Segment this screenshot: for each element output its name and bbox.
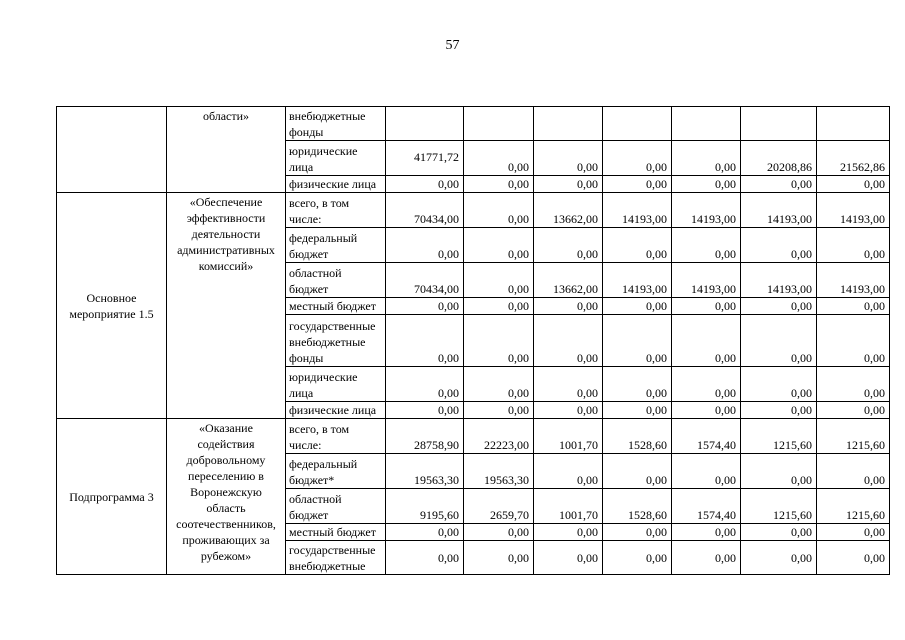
amount-cell: 14193,00 [817,193,890,228]
amount-cell: 0,00 [672,541,741,575]
funding-source-cell: государственные внебюджетные [286,541,386,575]
amount-cell: 1215,60 [741,419,817,454]
table-row [57,107,890,141]
amount-cell: 70434,00 [386,193,464,228]
funding-source-cell: всего, в том числе: [286,419,386,454]
budget-table [56,106,890,575]
amount-cell: 0,00 [741,454,817,489]
amount-cell: 0,00 [672,298,741,315]
amount-cell: 0,00 [603,541,672,575]
amount-cell: 0,00 [534,367,603,402]
amount-cell: 0,00 [741,298,817,315]
amount-cell [603,107,672,141]
amount-cell [672,107,741,141]
amount-cell: 1215,60 [817,489,890,524]
page-number: 57 [445,38,460,53]
funding-source-cell: физические лица [286,402,386,419]
amount-cell: 0,00 [817,541,890,575]
amount-cell: 1001,70 [534,489,603,524]
amount-cell: 0,00 [534,298,603,315]
amount-cell: 0,00 [741,315,817,367]
amount-cell: 19563,30 [464,454,534,489]
amount-cell: 0,00 [741,524,817,541]
funding-source-cell: областной бюджет [286,263,386,298]
amount-cell: 14193,00 [817,263,890,298]
amount-cell: 14193,00 [741,193,817,228]
amount-cell: 9195,60 [386,489,464,524]
amount-cell: 0,00 [386,524,464,541]
amount-cell: 0,00 [741,228,817,263]
amount-cell: 0,00 [741,402,817,419]
amount-cell: 0,00 [534,524,603,541]
activity-name-cell: «Оказание содействия добровольному переселению в Воронежскую область соотечественников, проживающих за рубежом» [167,419,286,575]
amount-cell: 0,00 [817,228,890,263]
amount-cell: 0,00 [464,298,534,315]
funding-source-cell: юридические лица [286,141,386,176]
program-name-cell: Основное мероприятие 1.5 [57,193,167,419]
amount-cell: 0,00 [386,367,464,402]
amount-cell [386,107,464,141]
funding-source-cell: всего, в том числе: [286,193,386,228]
amount-cell [464,107,534,141]
amount-cell: 0,00 [741,176,817,193]
amount-cell: 0,00 [741,367,817,402]
amount-cell: 13662,00 [534,263,603,298]
activity-name-cell: области» [167,107,286,193]
amount-cell: 0,00 [534,454,603,489]
amount-cell: 14193,00 [603,193,672,228]
amount-cell: 0,00 [386,228,464,263]
amount-cell: 0,00 [386,298,464,315]
amount-cell: 0,00 [603,454,672,489]
amount-cell: 0,00 [603,141,672,176]
amount-cell: 14193,00 [603,263,672,298]
amount-cell: 0,00 [603,298,672,315]
amount-cell [817,107,890,141]
amount-cell: 0,00 [672,454,741,489]
amount-cell: 0,00 [672,141,741,176]
amount-cell: 28758,90 [386,419,464,454]
amount-cell: 0,00 [672,228,741,263]
amount-cell: 0,00 [817,367,890,402]
amount-cell: 0,00 [817,315,890,367]
amount-cell: 1215,60 [817,419,890,454]
amount-cell: 0,00 [464,541,534,575]
amount-cell: 0,00 [741,541,817,575]
funding-source-cell: областной бюджет [286,489,386,524]
amount-cell: 0,00 [603,367,672,402]
amount-cell: 0,00 [534,402,603,419]
amount-cell: 0,00 [464,524,534,541]
amount-cell: 0,00 [386,176,464,193]
amount-cell: 1574,40 [672,419,741,454]
amount-cell: 0,00 [534,541,603,575]
amount-cell: 0,00 [464,141,534,176]
amount-cell: 2659,70 [464,489,534,524]
program-name-cell [57,107,167,193]
funding-source-cell: местный бюджет [286,298,386,315]
amount-cell: 0,00 [464,176,534,193]
amount-cell: 0,00 [817,176,890,193]
amount-cell: 0,00 [817,454,890,489]
amount-cell: 0,00 [464,263,534,298]
amount-cell: 19563,30 [386,454,464,489]
amount-cell: 20208,86 [741,141,817,176]
amount-cell: 0,00 [534,228,603,263]
amount-cell: 1528,60 [603,419,672,454]
amount-cell [534,107,603,141]
table-row [57,193,890,228]
amount-cell: 0,00 [464,228,534,263]
amount-cell: 1215,60 [741,489,817,524]
funding-source-cell: федеральный бюджет* [286,454,386,489]
amount-cell [741,107,817,141]
amount-cell: 21562,86 [817,141,890,176]
amount-cell: 0,00 [672,402,741,419]
amount-cell: 0,00 [672,176,741,193]
program-name-cell: Подпрограмма 3 [57,419,167,575]
funding-source-cell: внебюджетные фонды [286,107,386,141]
amount-cell: 0,00 [464,315,534,367]
amount-cell: 0,00 [672,367,741,402]
funding-source-cell: юридические лица [286,367,386,402]
amount-cell: 14193,00 [672,193,741,228]
amount-cell: 0,00 [386,541,464,575]
amount-cell: 0,00 [817,524,890,541]
activity-name-cell: «Обеспечение эффективности деятельности административных комиссий» [167,193,286,419]
amount-cell: 14193,00 [672,263,741,298]
amount-cell: 0,00 [464,193,534,228]
amount-cell: 0,00 [672,524,741,541]
amount-cell: 0,00 [464,367,534,402]
amount-cell: 0,00 [386,402,464,419]
funding-source-cell: физические лица [286,176,386,193]
amount-cell: 13662,00 [534,193,603,228]
budget-table-body [57,107,890,575]
funding-source-cell: государственные внебюджетные фонды [286,315,386,367]
amount-cell: 14193,00 [741,263,817,298]
amount-cell: 0,00 [534,141,603,176]
amount-cell: 1574,40 [672,489,741,524]
amount-cell: 22223,00 [464,419,534,454]
amount-cell: 0,00 [386,315,464,367]
amount-cell: 0,00 [534,315,603,367]
amount-cell: 0,00 [817,402,890,419]
amount-cell: 0,00 [464,402,534,419]
amount-cell: 70434,00 [386,263,464,298]
amount-cell: 0,00 [603,402,672,419]
amount-cell: 0,00 [672,315,741,367]
amount-cell: 0,00 [603,176,672,193]
amount-cell: 0,00 [603,315,672,367]
table-row [57,419,890,454]
amount-cell: 0,00 [603,524,672,541]
amount-cell: 41771,72 [386,141,464,176]
amount-cell: 1528,60 [603,489,672,524]
amount-cell: 1001,70 [534,419,603,454]
amount-cell: 0,00 [534,176,603,193]
funding-source-cell: местный бюджет [286,524,386,541]
amount-cell: 0,00 [817,298,890,315]
amount-cell: 0,00 [603,228,672,263]
funding-source-cell: федеральный бюджет [286,228,386,263]
